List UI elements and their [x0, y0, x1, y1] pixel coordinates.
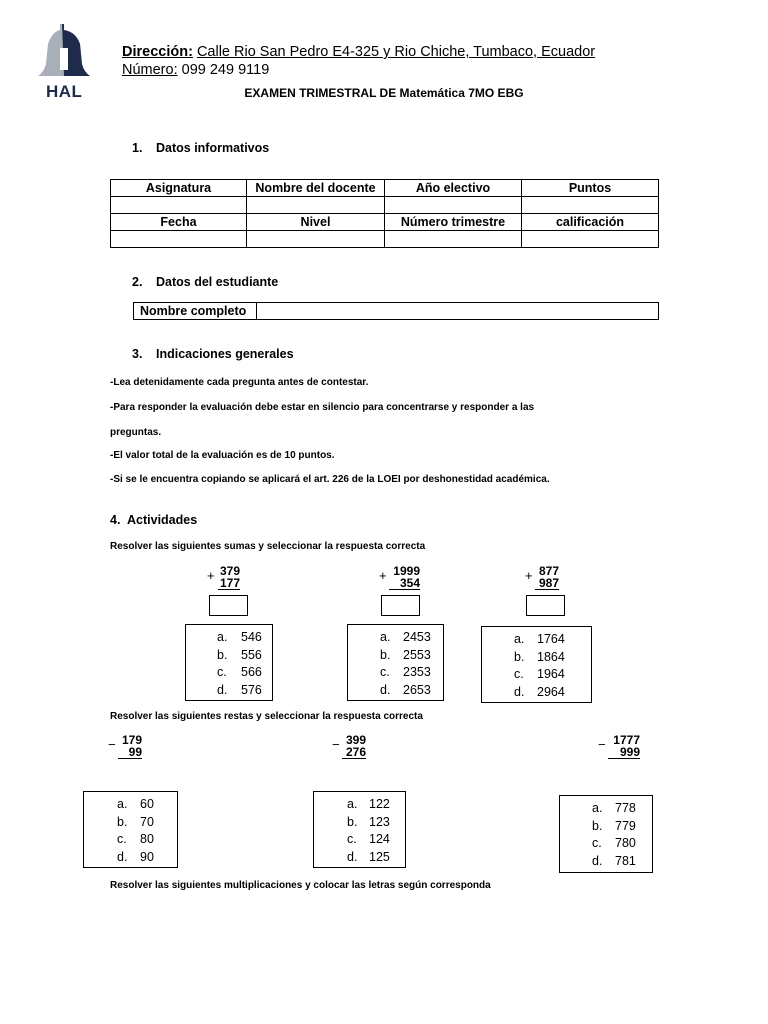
operand-b: 354 [389, 577, 420, 590]
phone-value: 099 249 9119 [181, 62, 270, 78]
option-a[interactable]: a. 60 [117, 797, 154, 811]
indication-2: -Para responder la evaluación debe estar en silencio para concentrarse y responder a las [110, 402, 535, 413]
option-b[interactable]: b. 70 [117, 814, 154, 829]
section-2-heading: 2. Datos del estudiante [132, 275, 279, 289]
indication-1: -Lea detenidamente cada pregunta antes de contestar. [110, 377, 369, 388]
student-name-field[interactable] [257, 303, 659, 320]
logo-text: HAL [46, 82, 83, 101]
sum-options-1 [185, 624, 273, 701]
info-header-row-1 [111, 180, 659, 197]
option-d[interactable]: d. 2653 [380, 682, 431, 697]
blank-cell[interactable] [385, 231, 522, 248]
address-label: Dirección: [122, 44, 193, 60]
option-a[interactable]: a. 1764 [514, 632, 565, 646]
sub-problem-1: − 179 99 [108, 733, 142, 759]
phone-line [122, 62, 269, 78]
operand-b: 987 [535, 577, 559, 590]
option-c[interactable]: c. 124 [347, 832, 390, 846]
blank-cell[interactable] [111, 231, 247, 248]
exam-title: EXAMEN TRIMESTRAL DE Matemática 7MO EBG [244, 86, 524, 100]
header-calificacion: calificación [522, 214, 659, 231]
indication-2-cont: preguntas. [110, 427, 162, 438]
sum-problem-2: + 1999 354 [379, 564, 420, 590]
option-d[interactable]: d. 2964 [514, 684, 565, 699]
option-a[interactable]: a. 778 [592, 801, 636, 815]
option-b[interactable]: b. 556 [217, 647, 262, 662]
sub-options-2 [313, 791, 406, 868]
operand-a: 1777 [613, 733, 640, 747]
sum-problem-1: + 379 177 [207, 564, 240, 590]
option-d[interactable]: d. 125 [347, 849, 390, 864]
sums-instruction: Resolver las siguientes sumas y seleccionar la respuesta correcta [110, 541, 426, 552]
header-nivel: Nivel [247, 214, 385, 231]
option-c[interactable]: c. 2353 [380, 665, 431, 679]
header-fecha: Fecha [111, 214, 247, 231]
option-c[interactable]: c. 780 [592, 836, 636, 850]
info-blank-row-2 [111, 231, 659, 248]
info-header-row-2 [111, 214, 659, 231]
section-3-heading: 3. Indicaciones generales [132, 347, 294, 361]
blank-cell[interactable] [111, 197, 247, 214]
address-line [122, 44, 595, 60]
header-trimestre: Número trimestre [385, 214, 522, 231]
phone-label: Número: [122, 62, 178, 78]
option-d[interactable]: d. 576 [217, 682, 262, 697]
sub-options-1 [83, 791, 178, 868]
header-anio: Año electivo [385, 180, 522, 197]
option-d[interactable]: d. 781 [592, 853, 636, 868]
option-b[interactable]: b. 1864 [514, 649, 565, 664]
multiplications-instruction: Resolver las siguientes multiplicaciones y colocar las letras según corresponda [110, 880, 491, 891]
sum-answer-box-1[interactable] [209, 595, 248, 616]
sum-options-2 [347, 624, 444, 701]
option-a[interactable]: a. 2453 [380, 630, 431, 644]
student-table [133, 302, 659, 320]
operand-a: 877 [538, 564, 559, 578]
header-asignatura: Asignatura [111, 180, 247, 197]
blank-cell[interactable] [385, 197, 522, 214]
sum-answer-box-3[interactable] [526, 595, 565, 616]
sum-answer-box-2[interactable] [381, 595, 420, 616]
option-b[interactable]: b. 2553 [380, 647, 431, 662]
operand-b: 999 [608, 746, 640, 759]
blank-cell[interactable] [522, 197, 659, 214]
operand-b: 99 [118, 746, 142, 759]
option-c[interactable]: c. 566 [217, 665, 262, 679]
option-c[interactable]: c. 1964 [514, 667, 565, 681]
option-a[interactable]: a. 546 [217, 630, 262, 644]
sub-options-3 [559, 795, 653, 873]
option-c[interactable]: c. 80 [117, 832, 154, 846]
sum-options-3 [481, 626, 592, 703]
blank-cell[interactable] [247, 197, 385, 214]
sub-problem-2: − 399 276 [332, 733, 366, 759]
info-blank-row-1 [111, 197, 659, 214]
operand-a: 179 [121, 733, 142, 747]
section-4-heading: 4. Actividades [110, 513, 198, 527]
operand-a: 379 [219, 564, 240, 578]
option-b[interactable]: b. 123 [347, 814, 390, 829]
section-1-heading: 1. Datos informativos [132, 141, 270, 155]
option-d[interactable]: d. 90 [117, 849, 154, 864]
sum-problem-3: + 877 987 [525, 564, 559, 590]
operand-a: 399 [345, 733, 366, 747]
operand-a: 1999 [393, 564, 420, 578]
header-puntos: Puntos [522, 180, 659, 197]
info-table [110, 179, 659, 248]
address-value: Calle Rio San Pedro E4-325 y Rio Chiche, Tumbaco, Ecuador [196, 44, 596, 60]
blank-cell[interactable] [522, 231, 659, 248]
indication-3: -El valor total de la evaluación es de 10 puntos. [110, 450, 335, 461]
operand-b: 276 [342, 746, 366, 759]
header-docente: Nombre del docente [247, 180, 385, 197]
operand-b: 177 [219, 576, 240, 590]
sub-problem-3: − 1777 999 [598, 733, 640, 759]
option-b[interactable]: b. 779 [592, 818, 636, 833]
blank-cell[interactable] [247, 231, 385, 248]
indication-4: -Si se le encuentra copiando se aplicará el art. 226 de la LOEI por deshonestidad académica. [110, 474, 550, 485]
student-name-label: Nombre completo [134, 303, 257, 320]
subtractions-instruction: Resolver las siguientes restas y seleccionar la respuesta correcta [110, 711, 423, 722]
option-a[interactable]: a. 122 [347, 797, 390, 811]
